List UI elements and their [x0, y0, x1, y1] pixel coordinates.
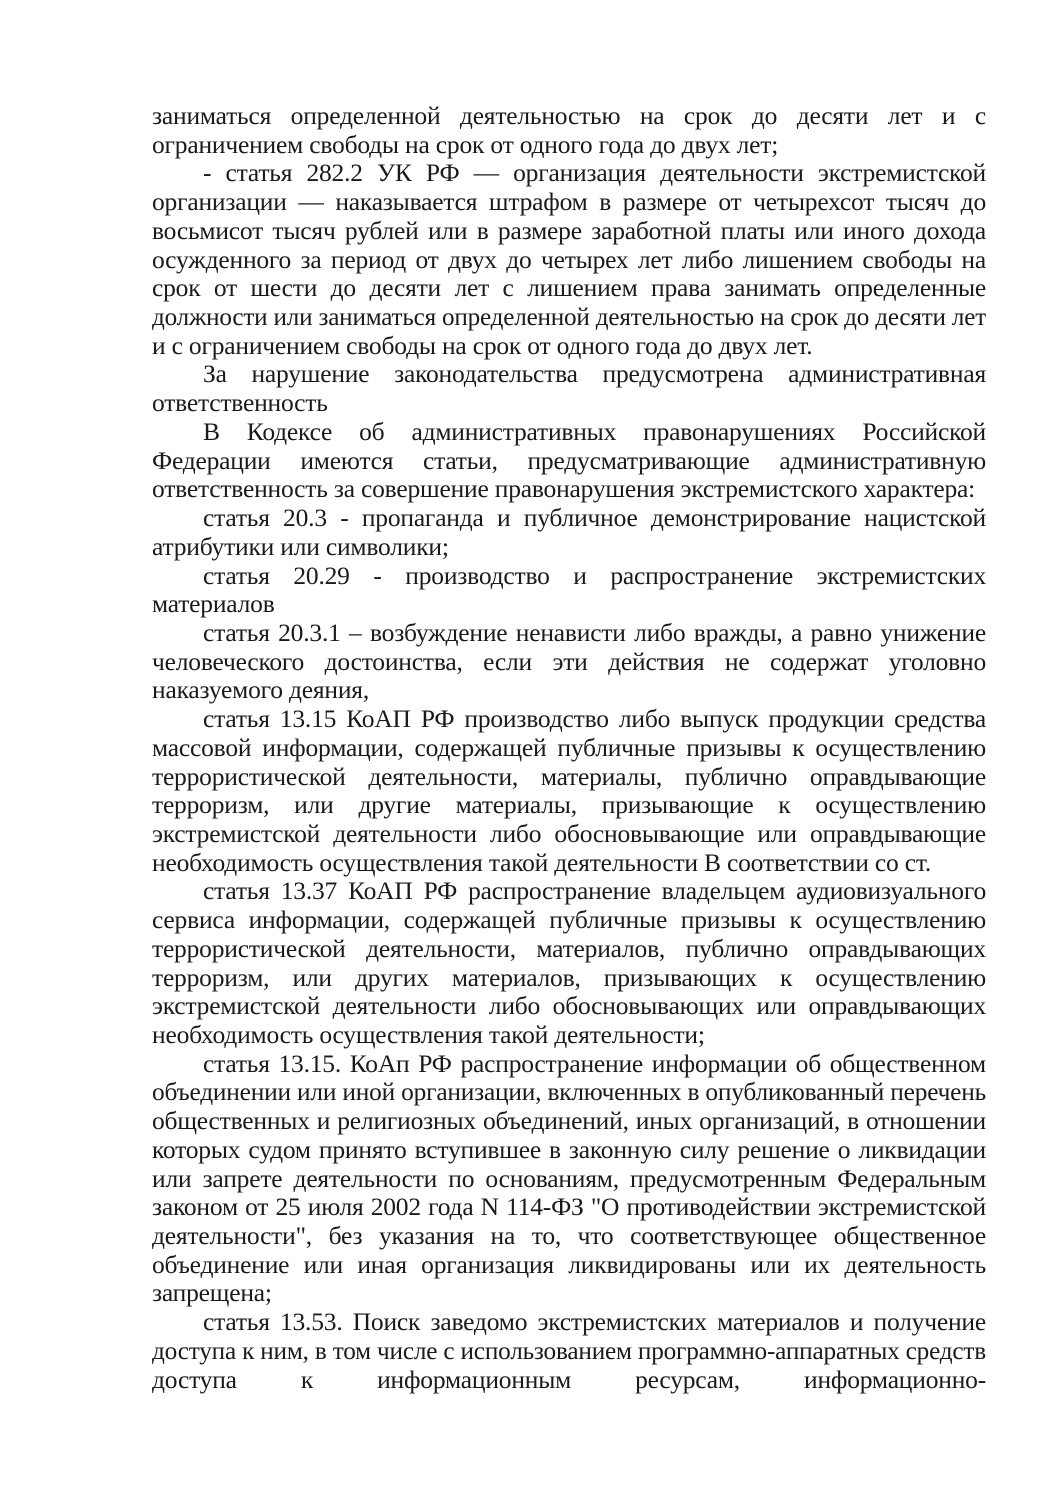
text-line: срок от шести до десяти лет с лишением права занимать определенные	[152, 273, 986, 303]
text-line: необходимость осуществления такой деятельности;	[152, 1020, 705, 1049]
text-line: ответственность	[152, 388, 328, 418]
text-line: объединение или иная организация ликвидированы или их деятельность	[152, 1249, 986, 1279]
text-line: статья 13.15 КоАП РФ производство либо выпуск продукции средства	[203, 704, 986, 734]
text-line: и с ограничением свободы на срок от одного года до двух лет.	[152, 330, 813, 360]
text-line: статья 20.3.1 – возбуждение ненависти либо вражды, а равно унижение	[203, 617, 986, 647]
paragraph	[152, 102, 986, 159]
paragraph	[152, 1050, 986, 1308]
text-line: ограничением свободы на срок от одного года до двух лет;	[152, 129, 779, 159]
paragraph	[152, 504, 986, 561]
paragraph	[152, 619, 986, 705]
text-line: восьмисот тысяч рублей или в размере заработной платы или иного дохода	[152, 215, 986, 245]
document-body	[152, 102, 986, 1394]
text-line: необходимость осуществления такой деятельности В соответствии со ст.	[152, 847, 932, 877]
text-line: - статья 282.2 УК РФ — организация деятельности экстремистской	[203, 158, 986, 188]
paragraph	[152, 877, 986, 1049]
text-line: статья 13.53. Поиск заведомо экстремистских материалов и получение	[203, 1307, 986, 1337]
text-line: должности или заниматься определенной деятельностью на срок до десяти лет	[152, 302, 986, 332]
text-line: Федерации имеются статьи, предусматривающие административную	[152, 445, 986, 475]
text-line: доступа к информационным ресурсам, информационно-	[152, 1364, 986, 1394]
text-line: экстремистской деятельности либо обосновывающие или оправдывающие	[152, 818, 986, 848]
text-line: терроризм, или других материалов, призывающих к осуществлению	[152, 962, 986, 992]
text-line: наказуемого деяния,	[152, 675, 370, 705]
text-line: объединении или иной организации, включенных в опубликованный перечень	[152, 1077, 986, 1107]
text-line: деятельности", без указания на то, что соответствующее общественное	[152, 1221, 986, 1251]
text-line: сервиса информации, содержащей публичные призывы к осуществлению	[152, 905, 986, 935]
text-line: статья 20.3 - пропаганда и публичное демонстрирование нацистской	[203, 503, 986, 533]
text-line: ответственность за совершение правонарушения экстремистского характера:	[152, 474, 976, 504]
text-line: или запрете деятельности по основаниям, предусмотренным Федеральным	[152, 1163, 986, 1193]
paragraph	[152, 360, 986, 417]
text-line: атрибутики или символики;	[152, 531, 449, 561]
text-line: статья 13.37 КоАП РФ распространение владельцем аудиовизуального	[203, 876, 986, 906]
text-line: законом от 25 июля 2002 года N 114-ФЗ "О противодействии экстремистской	[152, 1192, 986, 1222]
text-line: заниматься определенной деятельностью на срок до десяти лет и с	[152, 101, 986, 130]
text-line: террористической деятельности, материалы, публично оправдывающие	[152, 761, 986, 791]
text-line: человеческого достоинства, если эти действия не содержат уголовно	[152, 646, 986, 676]
text-line: массовой информации, содержащей публичные призывы к осуществлению	[152, 732, 986, 762]
paragraph	[152, 418, 986, 504]
text-line: запрещена;	[152, 1278, 272, 1308]
text-line: осужденного за период от двух до четырех лет либо лишением свободы на	[152, 244, 986, 274]
text-line: доступа к ним, в том числе с использованием программно-аппаратных средств	[152, 1335, 986, 1365]
text-line: террористической деятельности, материалов, публично оправдывающих	[152, 933, 986, 963]
text-line: экстремистской деятельности либо обосновывающих или оправдывающих	[152, 991, 986, 1021]
paragraph	[152, 705, 986, 877]
text-line: статья 13.15. КоАп РФ распространение информации об общественном	[203, 1048, 986, 1078]
paragraph	[152, 1308, 986, 1394]
text-line: общественных и религиозных объединений, иных организаций, в отношении	[152, 1106, 986, 1136]
text-line: организации — наказывается штрафом в размере от четырехсот тысяч до	[152, 187, 986, 217]
text-line: терроризм, или другие материалы, призывающие к осуществлению	[152, 790, 986, 820]
text-line: которых судом принято вступившее в законную силу решение о ликвидации	[152, 1134, 986, 1164]
paragraph	[152, 562, 986, 619]
text-line: материалов	[152, 589, 275, 619]
text-line: За нарушение законодательства предусмотрена административная	[203, 359, 986, 389]
text-line: В Кодексе об административных правонарушениях Российской	[203, 416, 986, 446]
text-line: статья 20.29 - производство и распространение экстремистских	[203, 560, 986, 590]
paragraph	[152, 159, 986, 360]
